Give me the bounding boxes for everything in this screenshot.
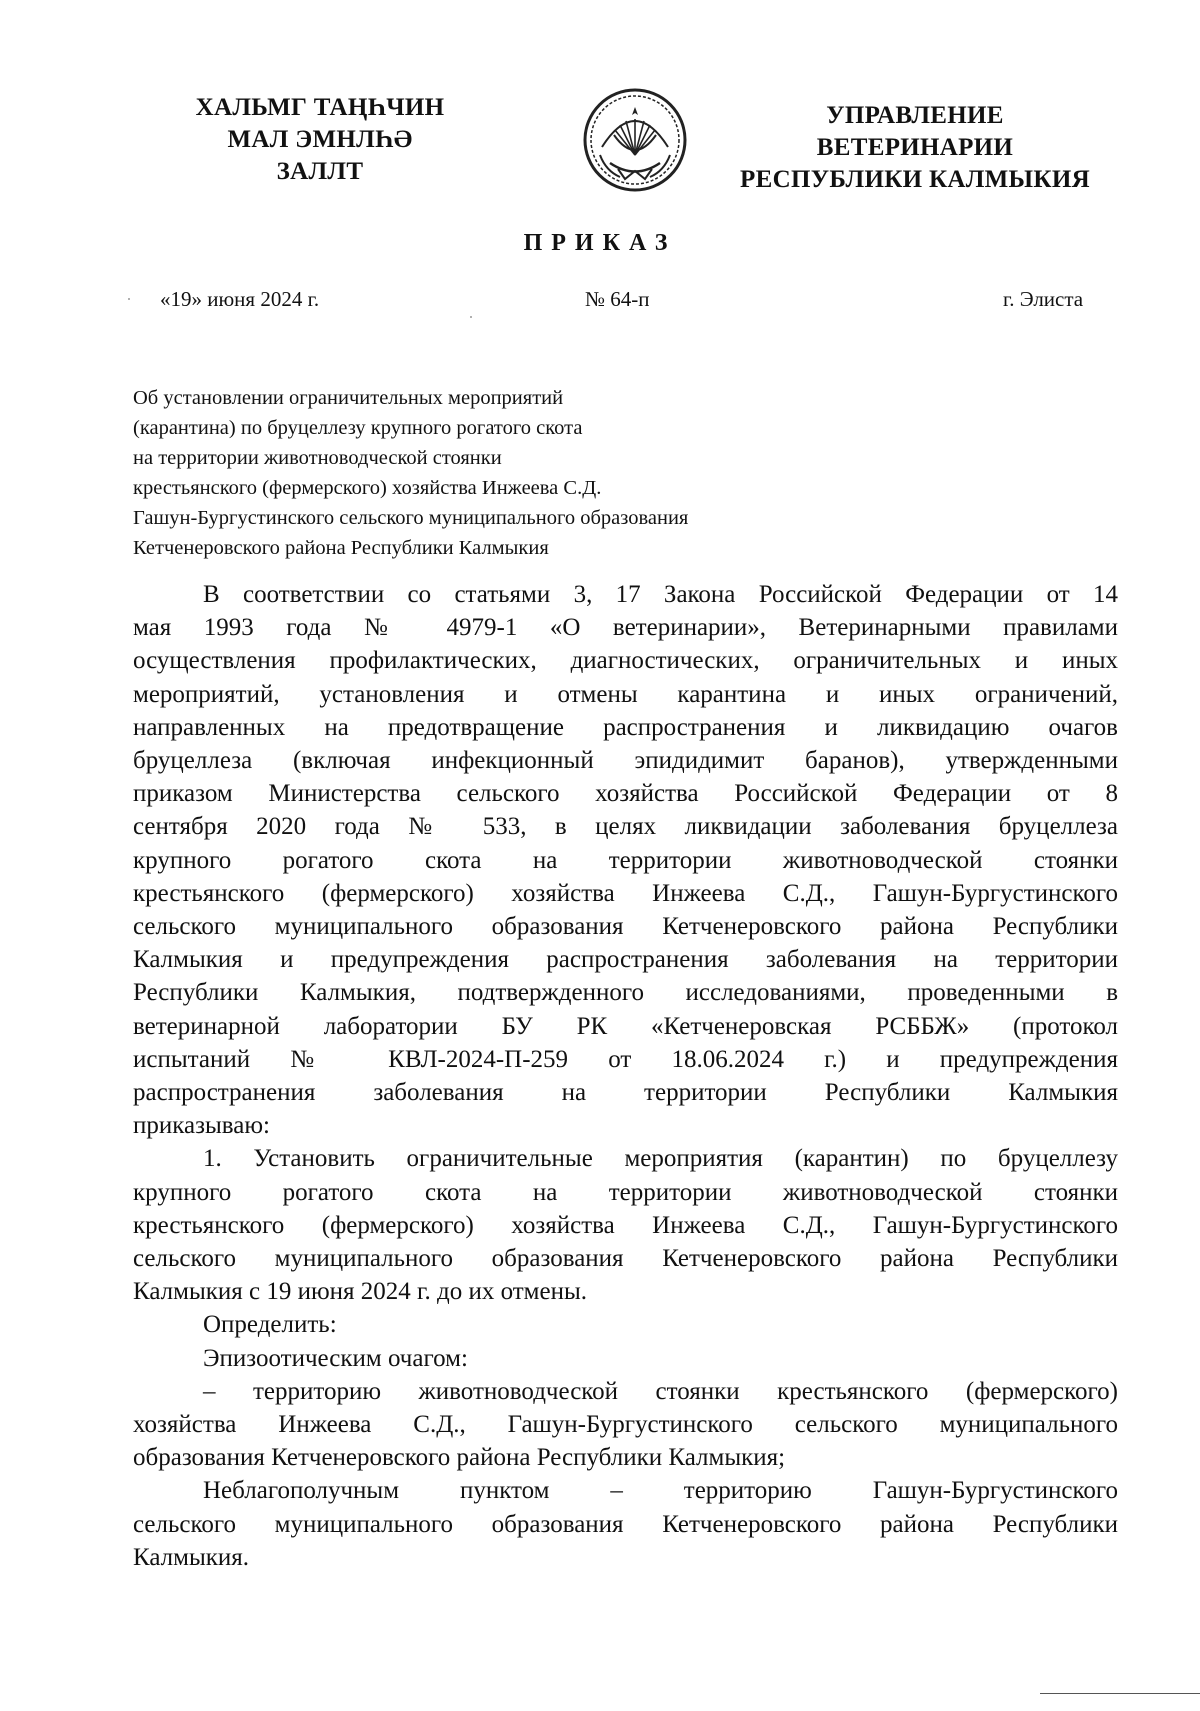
- body-line: 1. Установить ограничительные мероприятия (карантин) по бруцеллезу: [203, 1145, 1118, 1173]
- body-line: – территорию животноводческой стоянки крестьянского (фермерского): [203, 1377, 1118, 1405]
- body-line: Республики Калмыкия, подтвержденного исследованиями, проведенными в: [133, 979, 1118, 1007]
- scan-speck: [128, 298, 130, 300]
- body-line: В соответствии со статьями 3, 17 Закона Российской Федерации от 14: [203, 581, 1118, 608]
- body-line: приказом Министерства сельского хозяйства Российской Федерации от 8: [133, 780, 1118, 808]
- body-line: сельского муниципального образования Кетченеровского района Республики: [133, 1510, 1118, 1538]
- body-line: Калмыкия и предупреждения распространения заболевания на территории: [133, 946, 1118, 974]
- body-line: крестьянского (фермерского) хозяйства Инжеева С.Д., Гашун-Бургустинского: [133, 1211, 1118, 1239]
- subject-line: (карантина) по бруцеллезу крупного рогатого скота: [133, 417, 583, 439]
- org-name-line: УПРАВЛЕНИЕ: [826, 102, 1004, 129]
- body-line: крупного рогатого скота на территории животноводческой стоянки: [133, 1178, 1118, 1206]
- body-line: образования Кетченеровского района Республики Калмыкия;: [133, 1444, 786, 1472]
- body-line: сельского муниципального образования Кетченеровского района Республики: [133, 913, 1118, 941]
- emblem-icon: [580, 85, 690, 195]
- document-title: ПРИКАЗ: [523, 230, 677, 256]
- body-line: хозяйства Инжеева С.Д., Гашун-Бургустинского сельского муниципального: [133, 1411, 1118, 1439]
- org-name-line: ЗАЛЛТ: [276, 158, 364, 185]
- org-name-line: РЕСПУБЛИКИ КАЛМЫКИЯ: [740, 166, 1090, 193]
- org-name-line: МАЛ ЭМНЛҺӘ: [227, 126, 413, 153]
- order-subject: [133, 383, 853, 563]
- body-line: бруцеллеза (включая инфекционный эпидидимит баранов), утвержденными: [133, 747, 1118, 775]
- body-line: Калмыкия.: [133, 1543, 250, 1571]
- body-line: распространения заболевания на территории Республики Калмыкия: [133, 1079, 1118, 1107]
- body-line: мероприятий, установления и отмены карантина и иных ограничений,: [133, 680, 1118, 708]
- order-body: [133, 578, 1118, 1574]
- footer-divider: [1040, 1693, 1200, 1694]
- scan-speck: [470, 316, 472, 318]
- body-line: мая 1993 года № 4979-1 «О ветеринарии», Ветеринарными правилами: [133, 614, 1118, 642]
- subject-line: крестьянского (фермерского) хозяйства Инжеева С.Д.: [133, 477, 602, 499]
- body-line: направленных на предотвращение распространения и ликвидацию очагов: [133, 713, 1118, 741]
- subject-line: на территории животноводческой стоянки: [133, 447, 502, 469]
- body-line: Калмыкия с 19 июня 2024 г. до их отмены.: [133, 1278, 588, 1306]
- subject-line: Об установлении ограничительных мероприятий: [133, 387, 564, 409]
- body-line: Эпизоотическим очагом:: [203, 1344, 468, 1372]
- body-line: ветеринарной лаборатории БУ РК «Кетченеровская РСББЖ» (протокол: [133, 1012, 1118, 1040]
- body-line: крупного рогатого скота на территории животноводческой стоянки: [133, 846, 1118, 874]
- order-number: № 64-п: [585, 287, 650, 311]
- org-name-kalmyk: [190, 92, 450, 188]
- body-line: сельского муниципального образования Кетченеровского района Республики: [133, 1245, 1118, 1273]
- body-line: Определить:: [203, 1311, 337, 1339]
- org-name-line: ХАЛЬМГ ТАҢҺЧИН: [195, 94, 445, 121]
- body-line: крестьянского (фермерского) хозяйства Инжеева С.Д., Гашун-Бургустинского: [133, 879, 1118, 907]
- subject-line: Гашун-Бургустинского сельского муниципального образования: [133, 507, 689, 529]
- body-line: осуществления профилактических, диагностических, ограничительных и иных: [133, 647, 1118, 675]
- subject-line: Кетченеровского района Республики Калмыкия: [133, 537, 549, 559]
- body-line: приказываю:: [133, 1112, 270, 1140]
- body-line: испытаний № КВЛ-2024-П-259 от 18.06.2024 г.) и предупреждения: [133, 1045, 1118, 1073]
- order-date: «19» июня 2024 г.: [160, 287, 320, 311]
- org-name-russian: [730, 100, 1100, 196]
- body-line: сентября 2020 года № 533, в целях ликвидации заболевания бруцеллеза: [133, 813, 1118, 841]
- body-line: Неблагополучным пунктом – территорию Гашун-Бургустинского: [203, 1477, 1118, 1505]
- org-name-line: ВЕТЕРИНАРИИ: [816, 134, 1014, 161]
- order-city: г. Элиста: [1003, 287, 1084, 311]
